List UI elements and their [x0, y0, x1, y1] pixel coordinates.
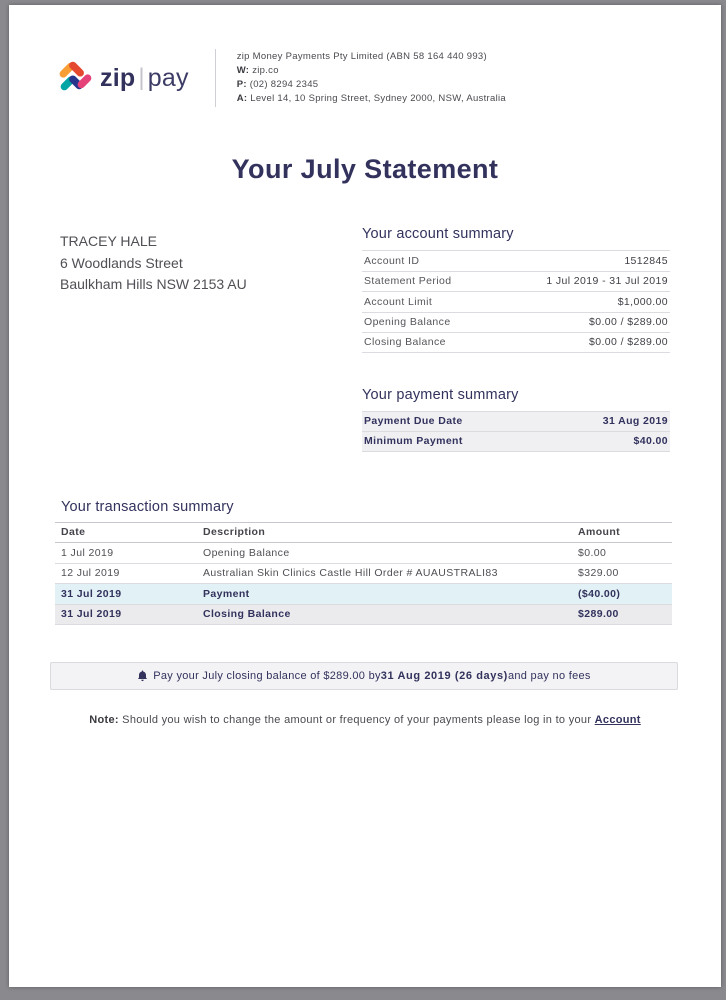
address-label: A: [236, 93, 248, 104]
recipient-address-block [60, 226, 247, 452]
tx-date: 1 Jul 2019 [55, 543, 197, 564]
statement-page [9, 5, 721, 987]
recipient-city: Baulkham Hills NSW 2153 AU [60, 276, 247, 292]
note-label: Note: [89, 714, 119, 726]
opening-balance-row [362, 312, 670, 333]
table-row [55, 563, 672, 584]
payment-reminder-banner [50, 662, 678, 690]
tx-amount: $329.00 [572, 563, 672, 584]
logo-zip-text: zip [100, 63, 136, 92]
tx-date: 31 Jul 2019 [55, 604, 197, 625]
tx-description: Opening Balance [197, 543, 572, 564]
logo-separator: | [138, 64, 145, 91]
account-limit-value: $1,000.00 [617, 295, 668, 308]
notice-text-suffix: and pay no fees [507, 670, 591, 682]
account-link[interactable]: Account [594, 714, 641, 726]
tx-description: Payment [197, 584, 572, 605]
table-row [55, 543, 672, 564]
column-header-date: Date [55, 522, 197, 543]
payment-summary-section [362, 387, 670, 452]
notice-text-prefix: Pay your July closing balance of $289.00 by [153, 670, 381, 682]
address-value: Level 14, 10 Spring Street, Sydney 2000, NSW, Australia [250, 93, 506, 104]
company-address-line [237, 92, 506, 106]
website-label: W: [236, 65, 250, 76]
account-summary-section [362, 226, 670, 353]
company-name-line: zip Money Payments Pty Limited (ABN 58 164 440 993) [236, 51, 487, 62]
note-text: Should you wish to change the amount or frequency of your payments please log in to your [118, 714, 595, 726]
payment-summary-table [362, 411, 670, 452]
account-summary-heading: Your account summary [362, 226, 514, 242]
minimum-payment-row [362, 431, 670, 452]
minimum-payment-value: $40.00 [633, 435, 668, 448]
logo-wordmark [100, 64, 189, 93]
account-summary-table [362, 250, 670, 353]
header [58, 49, 721, 107]
header-divider [215, 49, 216, 107]
zip-pay-logo [58, 60, 189, 97]
recipient-name: TRACEY HALE [60, 233, 157, 249]
table-row-closing-balance [55, 604, 672, 625]
page-title: Your July Statement [231, 154, 499, 184]
closing-balance-label: Closing Balance [364, 336, 446, 349]
minimum-payment-label: Minimum Payment [364, 435, 463, 448]
account-id-value: 1512845 [624, 254, 668, 267]
tx-amount: $289.00 [572, 604, 672, 625]
closing-balance-value: $0.00 / $289.00 [589, 336, 668, 349]
logo-pay-text: pay [147, 63, 189, 92]
statement-period-value: 1 Jul 2019 - 31 Jul 2019 [546, 275, 668, 288]
table-row-payment [55, 584, 672, 605]
tx-date: 31 Jul 2019 [55, 584, 197, 605]
payment-due-date-value: 31 Aug 2019 [602, 415, 668, 428]
notice-due-date: 31 Aug 2019 (26 days) [380, 670, 508, 682]
opening-balance-label: Opening Balance [364, 316, 451, 329]
bell-icon [137, 670, 148, 682]
tx-description: Closing Balance [197, 604, 572, 625]
company-info [237, 50, 506, 106]
tx-amount: ($40.00) [572, 584, 672, 605]
closing-balance-row [362, 332, 670, 353]
payment-due-date-row [362, 411, 670, 432]
company-website-line [237, 64, 506, 78]
phone-label: P: [236, 79, 247, 90]
tx-description: Australian Skin Clinics Castle Hill Order # AUAUSTRALI83 [197, 563, 572, 584]
column-header-amount: Amount [572, 522, 672, 543]
payment-due-date-label: Payment Due Date [364, 415, 463, 428]
zip-logo-icon [58, 60, 94, 97]
statement-period-label: Statement Period [364, 275, 452, 288]
account-id-label: Account ID [364, 254, 420, 267]
footer-note [9, 714, 721, 726]
phone-value: (02) 8294 2345 [249, 79, 319, 90]
account-limit-row [362, 291, 670, 312]
payment-summary-heading: Your payment summary [362, 386, 519, 403]
account-limit-label: Account Limit [364, 295, 433, 308]
company-phone-line [237, 78, 506, 92]
account-id-row [362, 250, 670, 271]
transaction-summary-section [55, 499, 672, 626]
tx-amount: $0.00 [572, 543, 672, 564]
transaction-summary-heading: Your transaction summary [61, 498, 234, 515]
website-value: zip.co [252, 65, 279, 76]
tx-date: 12 Jul 2019 [55, 563, 197, 584]
transaction-table [55, 522, 672, 626]
column-header-description: Description [197, 522, 572, 543]
recipient-street: 6 Woodlands Street [60, 254, 183, 271]
statement-period-row [362, 271, 670, 292]
transaction-header-row [55, 522, 672, 543]
opening-balance-value: $0.00 / $289.00 [589, 316, 668, 329]
